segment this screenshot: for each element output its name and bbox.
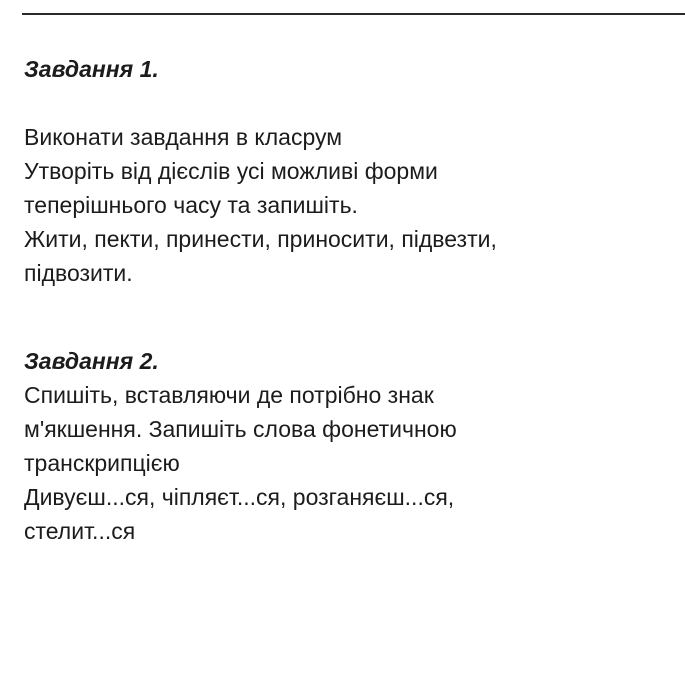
task-2-line: Дивуєш...ся, чіпляєт...ся, розганяєш...ся, — [24, 484, 455, 510]
task-1-heading: Завдання 1. — [24, 56, 159, 82]
task-1-line: Утворіть від дієслів усі можливі форми — [24, 158, 438, 184]
spacer — [24, 290, 674, 344]
task-1-section — [24, 52, 674, 290]
task-2-section — [24, 344, 674, 548]
top-divider — [22, 13, 685, 15]
task-2-line: транскрипцією — [24, 450, 180, 476]
spacer — [24, 86, 674, 120]
task-2-line: стелит...ся — [24, 518, 136, 544]
document-body — [24, 52, 674, 548]
task-1-line: підвозити. — [24, 260, 133, 286]
task-1-line: Виконати завдання в класрум — [24, 124, 343, 150]
task-1-line: теперішнього часу та запишіть. — [24, 192, 358, 218]
task-1-line: Жити, пекти, принести, приносити, підвезти, — [24, 226, 497, 252]
task-2-line: м'якшення. Запишіть слова фонетичною — [24, 416, 457, 442]
task-2-heading: Завдання 2. — [24, 348, 159, 374]
task-2-line: Спишіть, вставляючи де потрібно знак — [24, 382, 434, 408]
